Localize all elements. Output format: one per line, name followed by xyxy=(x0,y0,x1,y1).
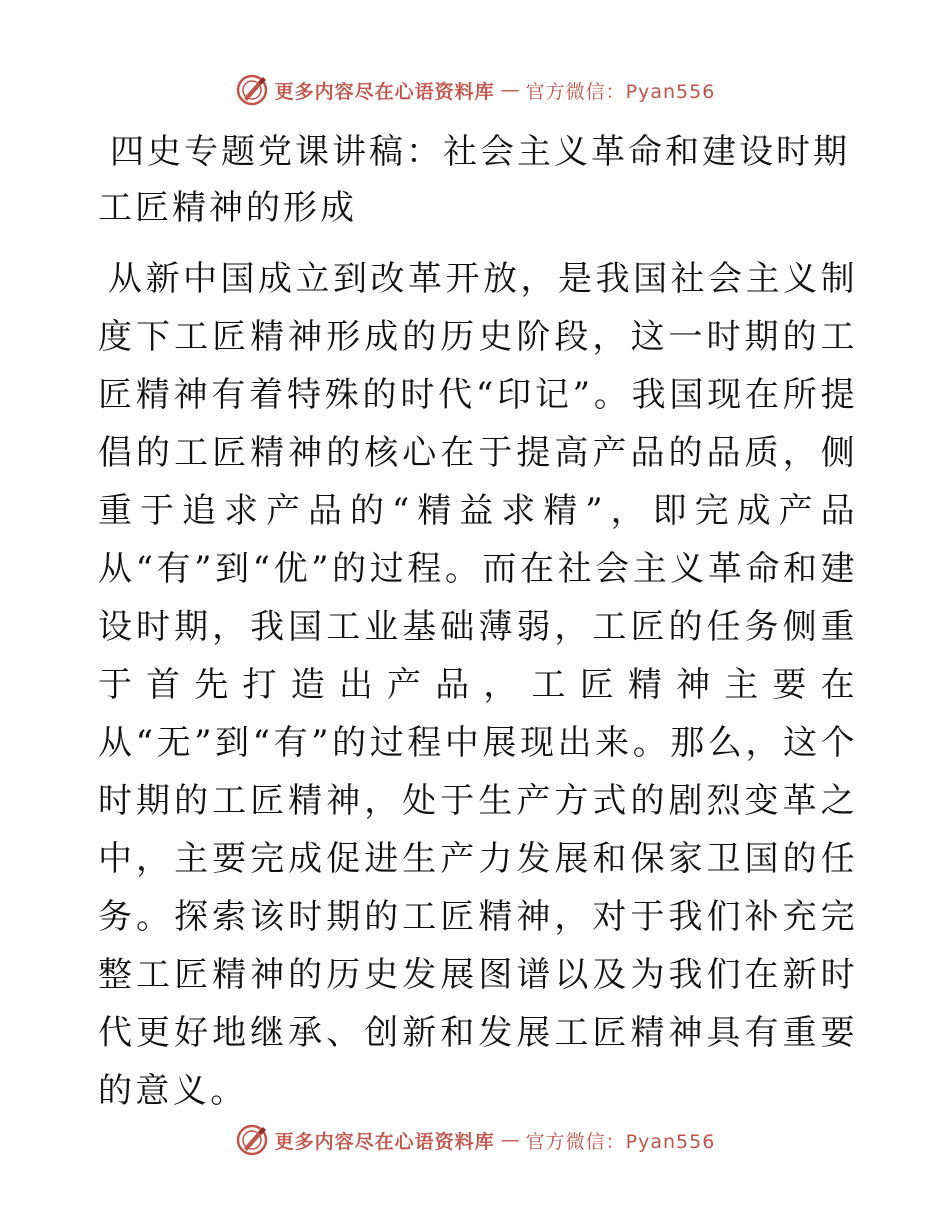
header-watermark-banner xyxy=(0,70,950,110)
document-title: 四史专题党课讲稿：社会主义革命和建设时期工匠精神的形成 xyxy=(98,132,850,228)
pen-nib-logo-icon xyxy=(235,73,269,107)
document-paragraph: 从新中国成立到改革开放，是我国社会主义制度下工匠精神形成的历史阶段，这一时期的工匠精神有着特殊的时代“印记”。我国现在所提倡的工匠精神的核心在于提高产品的品质，侧重于追求产品的“精益求精”，即完成产品从“有”到“优”的过程。而在社会主义革命和建设时期，我国工业基础薄弱，工匠的任务侧重于首先打造出产品，工匠精神主要在从“无”到“有”的过程中展现出来。那么，这个时期的工匠精神，处于生产方式的剧烈变革之中，主要完成促进生产力发展和保家卫国的任务。探索该时期的工匠精神，对于我们补充完整工匠精神的历史发展图谱以及为我们在新时代更好地继承、创新和发展工匠精神具有重要的意义。 xyxy=(98,259,858,1111)
footer-watermark-banner xyxy=(0,1120,950,1160)
watermark-text: 更多内容尽在心语资料库 xyxy=(274,1130,495,1153)
watermark-wechat: 官方微信：Pyan556 xyxy=(525,80,716,103)
pen-nib-logo-icon xyxy=(235,1123,269,1157)
watermark-separator: — xyxy=(500,1129,520,1151)
watermark-wechat: 官方微信：Pyan556 xyxy=(525,1130,716,1153)
watermark-text: 更多内容尽在心语资料库 xyxy=(274,80,495,103)
watermark-separator: — xyxy=(500,79,520,101)
